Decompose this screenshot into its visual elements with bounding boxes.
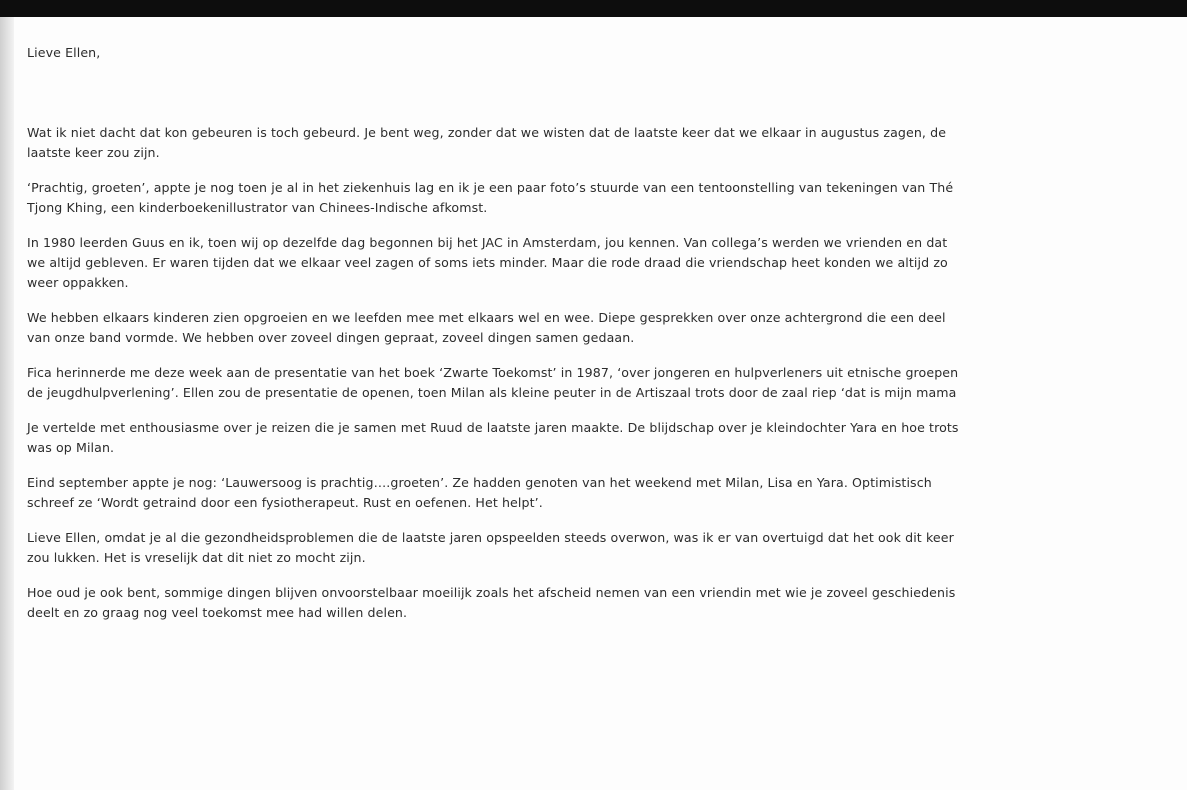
paragraph <box>27 233 1187 293</box>
paragraph-line: ‘Prachtig, groeten’, appte je nog toen je al in het ziekenhuis lag en ik je een paar foto’s stuurde van een tentoonstelling van tekeningen van Thé <box>27 180 954 195</box>
paragraph-line: we altijd gebleven. Er waren tijden dat we elkaar veel zagen of soms iets minder. Maar die rode draad die vriendschap heet konden we altijd zo <box>27 255 948 270</box>
page-left-margin <box>0 17 14 790</box>
paragraph-line: Lieve Ellen, omdat je al die gezondheidsproblemen die de laatste jaren opspeelden steeds overwon, was ik er van overtuigd dat het ook dit keer <box>27 530 954 545</box>
paragraph-line: We hebben elkaars kinderen zien opgroeien en we leefden mee met elkaars wel en wee. Diepe gesprekken over onze achtergrond die een deel <box>27 310 946 325</box>
paragraph <box>27 178 1187 218</box>
paragraph-line: was op Milan. <box>27 440 115 455</box>
letter-body <box>27 43 1187 638</box>
paragraph-line: weer oppakken. <box>27 275 129 290</box>
paragraph <box>27 583 1187 623</box>
paragraph-line: de jeugdhulpverlening’. Ellen zou de presentatie de openen, toen Milan als kleine peuter in de Artiszaal trots door de zaal riep ‘dat is mijn mama <box>27 385 957 400</box>
paragraph-line: deelt en zo graag nog veel toekomst mee had willen delen. <box>27 605 408 620</box>
paragraph <box>27 528 1187 568</box>
paragraph-line: Hoe oud je ook bent, sommige dingen blijven onvoorstelbaar moeilijk zoals het afscheid nemen van een vriendin met wie je zoveel geschiedenis <box>27 585 956 600</box>
paragraph <box>27 123 1187 163</box>
paragraph-line: Wat ik niet dacht dat kon gebeuren is toch gebeurd. Je bent weg, zonder dat we wisten dat de laatste keer dat we elkaar in augustus zagen, de <box>27 125 947 140</box>
paragraph-line: Je vertelde met enthousiasme over je reizen die je samen met Ruud de laatste jaren maakte. De blijdschap over je kleindochter Yara en hoe trots <box>27 420 959 435</box>
paragraph-line: In 1980 leerden Guus en ik, toen wij op dezelfde dag begonnen bij het JAC in Amsterdam, jou kennen. Van collega’s werden we vrienden en dat <box>27 235 948 250</box>
window-top-bar <box>0 0 1187 17</box>
paragraph <box>27 308 1187 348</box>
document-page <box>14 17 1187 790</box>
paragraph-line: laatste keer zou zijn. <box>27 145 160 160</box>
paragraph-line: Tjong Khing, een kinderboekenillustrator van Chinees-Indische afkomst. <box>27 200 488 215</box>
paragraph-line: Eind september appte je nog: ‘Lauwersoog is prachtig….groeten’. Ze hadden genoten van het weekend met Milan, Lisa en Yara. Optimistisch <box>27 475 932 490</box>
paragraph <box>27 363 1187 403</box>
paragraph-line: Fica herinnerde me deze week aan de presentatie van het boek ‘Zwarte Toekomst’ in 1987, ‘over jongeren en hulpverleners uit etnische groepen <box>27 365 959 380</box>
paragraph-line: van onze band vormde. We hebben over zoveel dingen gepraat, zoveel dingen samen gedaan. <box>27 330 635 345</box>
paragraph <box>27 418 1187 458</box>
paragraph-line: zou lukken. Het is vreselijk dat dit niet zo mocht zijn. <box>27 550 366 565</box>
paragraph-line: schreef ze ‘Wordt getraind door een fysiotherapeut. Rust en oefenen. Het helpt’. <box>27 495 543 510</box>
letter-salutation: Lieve Ellen, <box>27 45 101 60</box>
paragraph <box>27 473 1187 513</box>
